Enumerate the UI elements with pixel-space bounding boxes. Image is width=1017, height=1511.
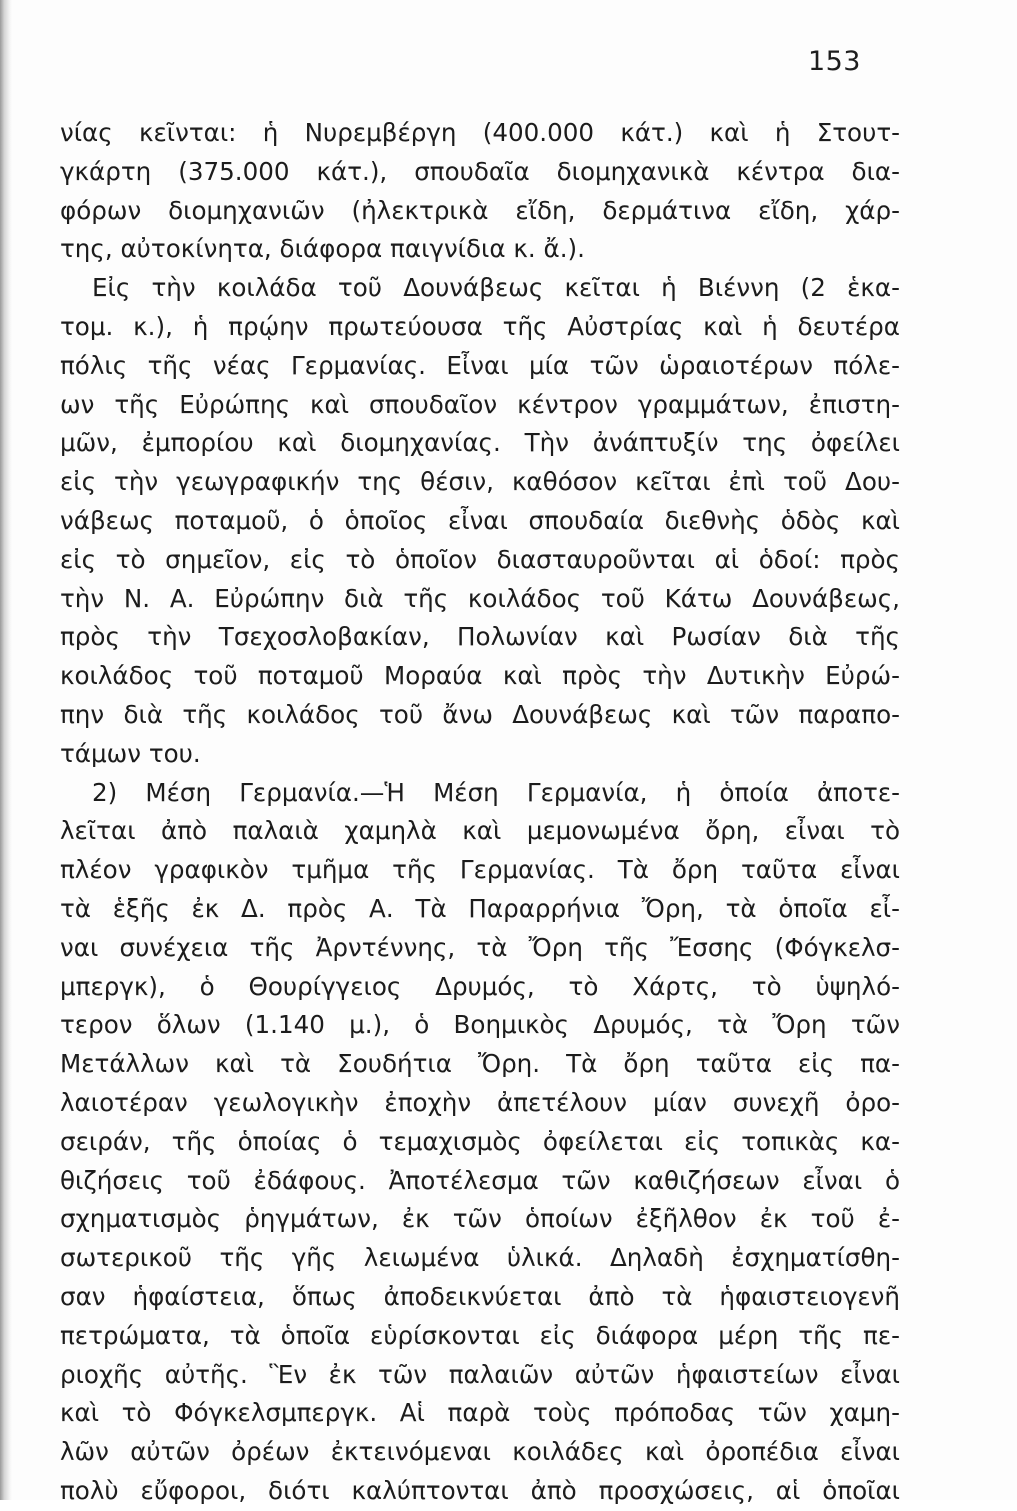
text-line: τερον ὅλων (1.140 μ.), ὁ Βοημικὸς Δρυμός, τὰ Ὄρη τῶν <box>60 1010 900 1040</box>
text-line: σειράν, τῆς ὁποίας ὁ τεμαχισμὸς ὀφείλεται εἰς τοπικὰς κα- <box>60 1126 900 1156</box>
body-text <box>60 114 900 1511</box>
text-line: γκάρτη (375.000 κάτ.), σπουδαῖα διομηχανικὰ κέντρα δια- <box>60 156 900 186</box>
text-line: εἰς τὸ σημεῖον, εἰς τὸ ὁποῖον διασταυροῦνται αἱ ὁδοί: πρὸς <box>60 544 900 574</box>
text-line: πολὺ εὔφοροι, διότι καλύπτονται ἀπὸ προσχώσεις, αἱ ὁποῖαι <box>60 1475 900 1505</box>
text-line: λεῖται ἀπὸ παλαιὰ χαμηλὰ καὶ μεμονωμένα ὄρη, εἶναι τὸ <box>60 816 900 846</box>
text-line: της, αὐτοκίνητα, διάφορα παιγνίδια κ. ἄ.). <box>60 234 585 264</box>
text-line: Μετάλλων καὶ τὰ Σουδήτια Ὄρη. Τὰ ὄρη ταῦτα εἰς πα- <box>60 1049 900 1079</box>
text-line: κοιλάδος τοῦ ποταμοῦ Μοραύα καὶ πρὸς τὴν Δυτικὴν Εὐρώ- <box>60 661 900 691</box>
text-line: μῶν, ἐμπορίου καὶ διομηχανίας. Τὴν ἀνάπτυξίν της ὀφείλει <box>60 428 900 458</box>
text-line: τομ. κ.), ἡ πρῴην πρωτεύουσα τῆς Αὐστρίας καὶ ἡ δευτέρα <box>60 311 900 341</box>
text-line: πην διὰ τῆς κοιλάδος τοῦ ἄνω Δουνάβεως καὶ τῶν παραπο- <box>60 699 900 729</box>
text-line: Εἰς τὴν κοιλάδα τοῦ Δουνάβεως κεῖται ἡ Βιέννη (2 ἑκα- <box>92 273 900 303</box>
text-line: σαν ἡφαίστεια, ὅπως ἀποδεικνύεται ἀπὸ τὰ ἡφαιστειογενῆ <box>60 1281 900 1311</box>
text-line: σχηματισμὸς ῥηγμάτων, ἐκ τῶν ὁποίων ἐξῆλθον ἐκ τοῦ ἐ- <box>60 1204 900 1234</box>
page-number: 153 <box>807 46 861 77</box>
text-line: θιζήσεις τοῦ ἐδάφους. Ἀποτέλεσμα τῶν καθιζήσεων εἶναι ὁ <box>60 1165 900 1195</box>
text-line: πλέον γραφικὸν τμῆμα τῆς Γερμανίας. Τὰ ὄρη ταῦτα εἶναι <box>60 855 900 885</box>
text-line: ων τῆς Εὐρώπης καὶ σπουδαῖον κέντρον γραμμάτων, ἐπιστη- <box>60 389 900 419</box>
text-line: μπεργκ), ὁ Θουρίγγειος Δρυμός, τὸ Χάρτς, τὸ ὑψηλό- <box>60 971 900 1001</box>
text-line: πετρώματα, τὰ ὁποῖα εὑρίσκονται εἰς διάφορα μέρη τῆς πε- <box>60 1320 900 1350</box>
text-line: τὴν Ν. Α. Εὐρώπην διὰ τῆς κοιλάδος τοῦ Κάτω Δουνάβεως, <box>60 583 900 613</box>
text-line: λῶν αὐτῶν ὀρέων ἐκτεινόμεναι κοιλάδες καὶ ὀροπέδια εἶναι <box>60 1437 900 1467</box>
text-line: καὶ τὸ Φόγκελσμπεργκ. Αἱ παρὰ τοὺς πρόποδας τῶν χαμη- <box>60 1398 900 1428</box>
text-line: 2) Μέση Γερμανία.—Ἡ Μέση Γερμανία, ἡ ὁποία ἀποτε- <box>92 777 900 807</box>
text-line: νίας κεῖνται: ἡ Νυρεμβέργη (400.000 κάτ.) καὶ ἡ Στουτ- <box>60 118 900 147</box>
text-line: λαιοτέραν γεωλογικὴν ἐποχὴν ἀπετέλουν μίαν συνεχῆ ὀρο- <box>60 1087 900 1117</box>
text-line: τὰ ἑξῆς ἐκ Δ. πρὸς Α. Τὰ Παραρρήνια Ὄρη, τὰ ὁποῖα εἶ- <box>60 893 900 923</box>
page-binding-edge <box>0 0 12 1500</box>
text-line: πρὸς τὴν Τσεχοσλοβακίαν, Πολωνίαν καὶ Ρωσίαν διὰ τῆς <box>60 622 900 652</box>
text-line: ναι συνέχεια τῆς Ἀρντέννης, τὰ Ὄρη τῆς Ἔσσης (Φόγκελσ- <box>60 932 900 962</box>
text-line: εἰς τὴν γεωγραφικήν της θέσιν, καθόσον κεῖται ἐπὶ τοῦ Δου- <box>60 467 900 497</box>
text-line: σωτερικοῦ τῆς γῆς λειωμένα ὑλικά. Δηλαδὴ ἐσχηματίσθη- <box>60 1243 900 1273</box>
text-line: τάμων του. <box>60 738 201 768</box>
text-line: ριοχῆς αὐτῆς. Ἓν ἐκ τῶν παλαιῶν αὐτῶν ἡφαιστείων εἶναι <box>60 1359 900 1389</box>
text-line: νάβεως ποταμοῦ, ὁ ὁποῖος εἶναι σπουδαία διεθνὴς ὁδὸς καὶ <box>60 505 900 535</box>
text-line: πόλις τῆς νέας Γερμανίας. Εἶναι μία τῶν ὡραιοτέρων πόλε- <box>60 350 900 380</box>
text-line: φόρων διομηχανιῶν (ἠλεκτρικὰ εἴδη, δερμάτινα εἴδη, χάρ- <box>60 195 900 225</box>
